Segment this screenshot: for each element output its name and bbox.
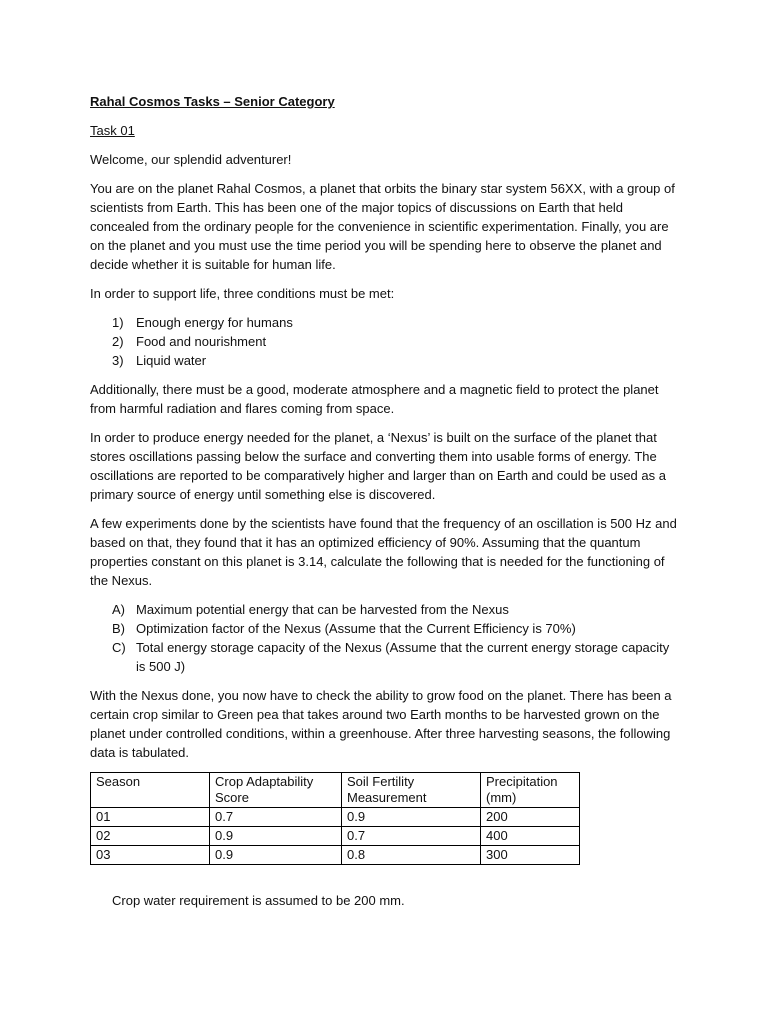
table-cell: 0.7 [210,808,342,827]
table-cell: 0.8 [342,846,481,865]
list-item [90,351,680,370]
list-item-text: Optimization factor of the Nexus (Assume that the Current Efficiency is 70%) [136,621,576,636]
additional-paragraph: Additionally, there must be a good, moderate atmosphere and a magnetic field to protect the planet from harmful radiation and flares coming from space. [90,382,659,416]
list-item [90,600,680,619]
document-page [90,92,680,910]
greeting: Welcome, our splendid adventurer! [90,152,292,167]
table-header-cell: Soil Fertility Measurement [342,773,481,808]
table-cell: 03 [91,846,210,865]
list-item-text: Maximum potential energy that can be harvested from the Nexus [136,602,509,617]
list-item [90,313,680,332]
table-header-cell: Season [91,773,210,808]
questions-list [90,600,680,676]
table-cell: 300 [481,846,580,865]
table-cell: 400 [481,827,580,846]
table-cell: 02 [91,827,210,846]
table-cell: 0.9 [210,827,342,846]
nexus-paragraph: In order to produce energy needed for the planet, a ‘Nexus’ is built on the surface of the planet that stores oscillations passing below the surface and converting them into usable forms of energy. The oscillations are reported to be comparatively higher and larger than on Earth and could be used as a primary source of energy until something else is discovered. [90,430,666,502]
document-title: Rahal Cosmos Tasks – Senior Category [90,94,335,109]
table-cell: 200 [481,808,580,827]
table-cell: 0.9 [342,808,481,827]
table-header-row [91,773,580,808]
table-cell: 0.7 [342,827,481,846]
list-marker: 3) [112,353,124,368]
list-marker: 1) [112,315,124,330]
table-header-cell: Precipitation (mm) [481,773,580,808]
task-label: Task 01 [90,123,135,138]
table-cell: 01 [91,808,210,827]
list-item [90,638,680,676]
table-header-cell: Crop Adaptability Score [210,773,342,808]
list-item-text: Food and nourishment [136,334,267,349]
table-row [91,827,580,846]
list-item-text: Total energy storage capacity of the Nexus (Assume that the current energy storage capacity is 500 J) [136,640,670,674]
food-paragraph: With the Nexus done, you now have to check the ability to grow food on the planet. There has been a certain crop similar to Green pea that takes around two Earth months to be harvested grown on the planet under controlled conditions, within a greenhouse. After three harvesting seasons, the following data is tabulated. [90,688,672,760]
table-row [91,846,580,865]
list-item [90,619,680,638]
conditions-list [90,313,680,370]
list-marker: A) [112,602,125,617]
intro-paragraph: You are on the planet Rahal Cosmos, a planet that orbits the binary star system 56XX, with a group of scientists from Earth. This has been one of the major topics of discussions on Earth that held concealed from the ordinary people for the convenience in scientific experimentation. Finally, you are on the planet and you must use the time period you will be spending here to observe the planet and decide whether it is suitable for human life. [90,181,675,272]
harvest-data-table [90,772,580,865]
list-marker: C) [112,640,126,655]
experiments-paragraph: A few experiments done by the scientists have found that the frequency of an oscillation is 500 Hz and based on that, they found that it has an optimized efficiency of 90%. Assuming that the quantum properties constant on this planet is 3.14, calculate the following that is needed for the functioning of the Nexus. [90,516,677,588]
table-cell: 0.9 [210,846,342,865]
table-row [91,808,580,827]
list-marker: 2) [112,334,124,349]
conditions-intro: In order to support life, three conditions must be met: [90,286,395,301]
list-item-text: Enough energy for humans [136,315,293,330]
list-item-text: Liquid water [136,353,207,368]
list-marker: B) [112,621,125,636]
list-item [90,332,680,351]
footnote: Crop water requirement is assumed to be 200 mm. [112,893,405,908]
